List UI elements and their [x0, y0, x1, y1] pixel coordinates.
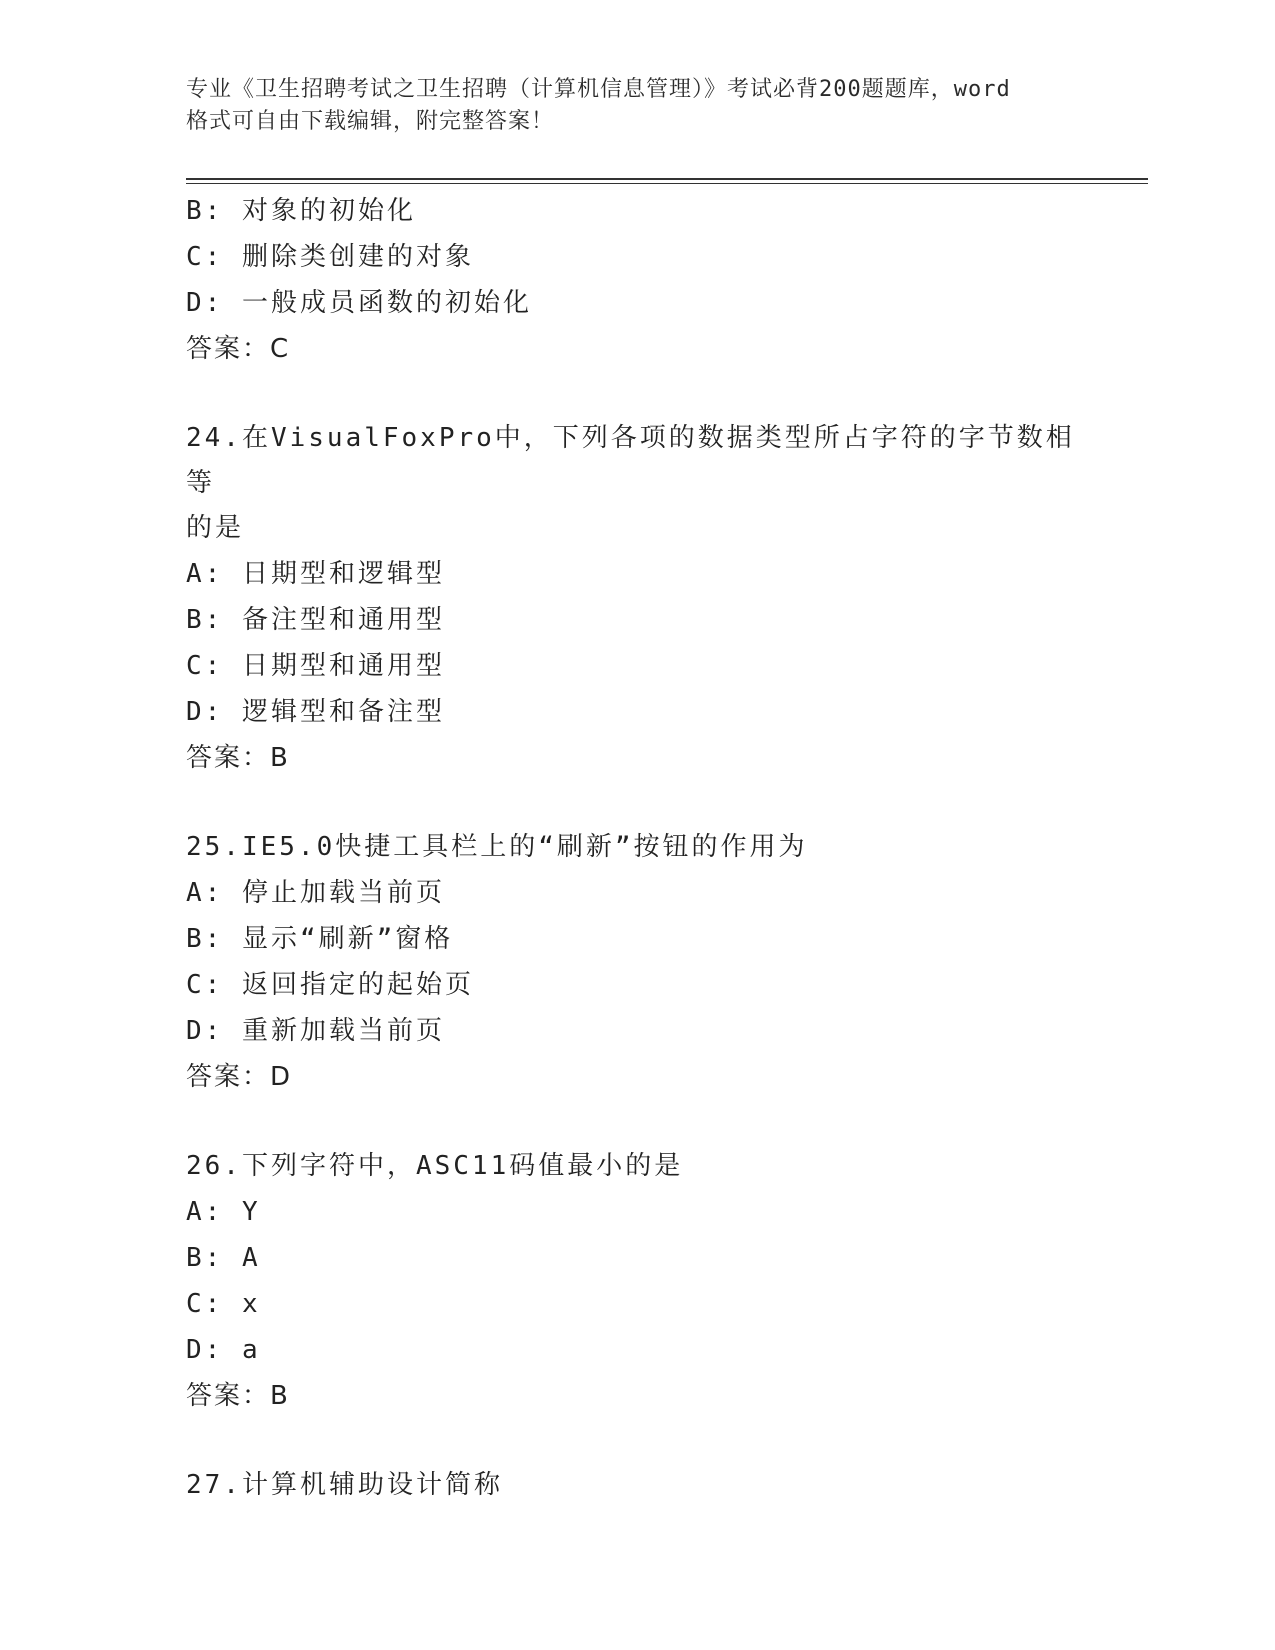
document-header: [186, 74, 1086, 138]
question-26: [186, 1144, 1086, 1419]
q26-answer: 答案：B: [186, 1381, 290, 1411]
q24-option-b: B: 备注型和通用型: [186, 605, 445, 635]
q26-option-b: B: A: [186, 1243, 261, 1273]
q24-option-a: A: 日期型和逻辑型: [186, 559, 445, 589]
question-24: [186, 416, 1086, 781]
q25-option-d: D: 重新加载当前页: [186, 1016, 445, 1046]
q24-title: [186, 416, 1086, 551]
q25-answer: 答案：D: [186, 1062, 293, 1092]
q23-answer: 答案：C: [186, 334, 291, 364]
q25-option-a: A: 停止加载当前页: [186, 878, 445, 908]
q26-title: 26.下列字符中，ASC11码值最小的是: [186, 1151, 684, 1181]
q24-option-c: C: 日期型和通用型: [186, 651, 445, 681]
q25-option-c: C: 返回指定的起始页: [186, 970, 474, 1000]
q25-option-b: B: 显示“刷新”窗格: [186, 924, 454, 954]
q23-option-b: B: 对象的初始化: [186, 196, 416, 226]
q25-title: 25.IE5.0快捷工具栏上的“刷新”按钮的作用为: [186, 832, 808, 862]
question-content: [186, 188, 1086, 1508]
q27-title: 27.计算机辅助设计简称: [186, 1470, 503, 1500]
q23-option-d: D: 一般成员函数的初始化: [186, 288, 532, 318]
q26-option-c: C: x: [186, 1289, 261, 1319]
question-23: [186, 188, 1086, 372]
q24-title-line-1: 24.在VisualFoxPro中，下列各项的数据类型所占字符的字节数相等: [186, 423, 1075, 498]
question-27: [186, 1463, 1086, 1508]
q23-option-c: C: 删除类创建的对象: [186, 242, 474, 272]
q24-answer: 答案：B: [186, 743, 290, 773]
header-line-1: 专业《卫生招聘考试之卫生招聘（计算机信息管理）》考试必背200题题库，word: [186, 77, 1011, 102]
q26-option-a: A: Y: [186, 1197, 261, 1227]
q24-title-line-2: 的是: [186, 513, 245, 543]
header-divider-thick: [186, 178, 1148, 180]
header-line-2: 格式可自由下载编辑，附完整答案！: [186, 109, 555, 134]
q26-option-d: D: a: [186, 1335, 261, 1365]
question-25: [186, 825, 1086, 1100]
header-divider-thin: [186, 183, 1148, 184]
q24-option-d: D: 逻辑型和备注型: [186, 697, 445, 727]
